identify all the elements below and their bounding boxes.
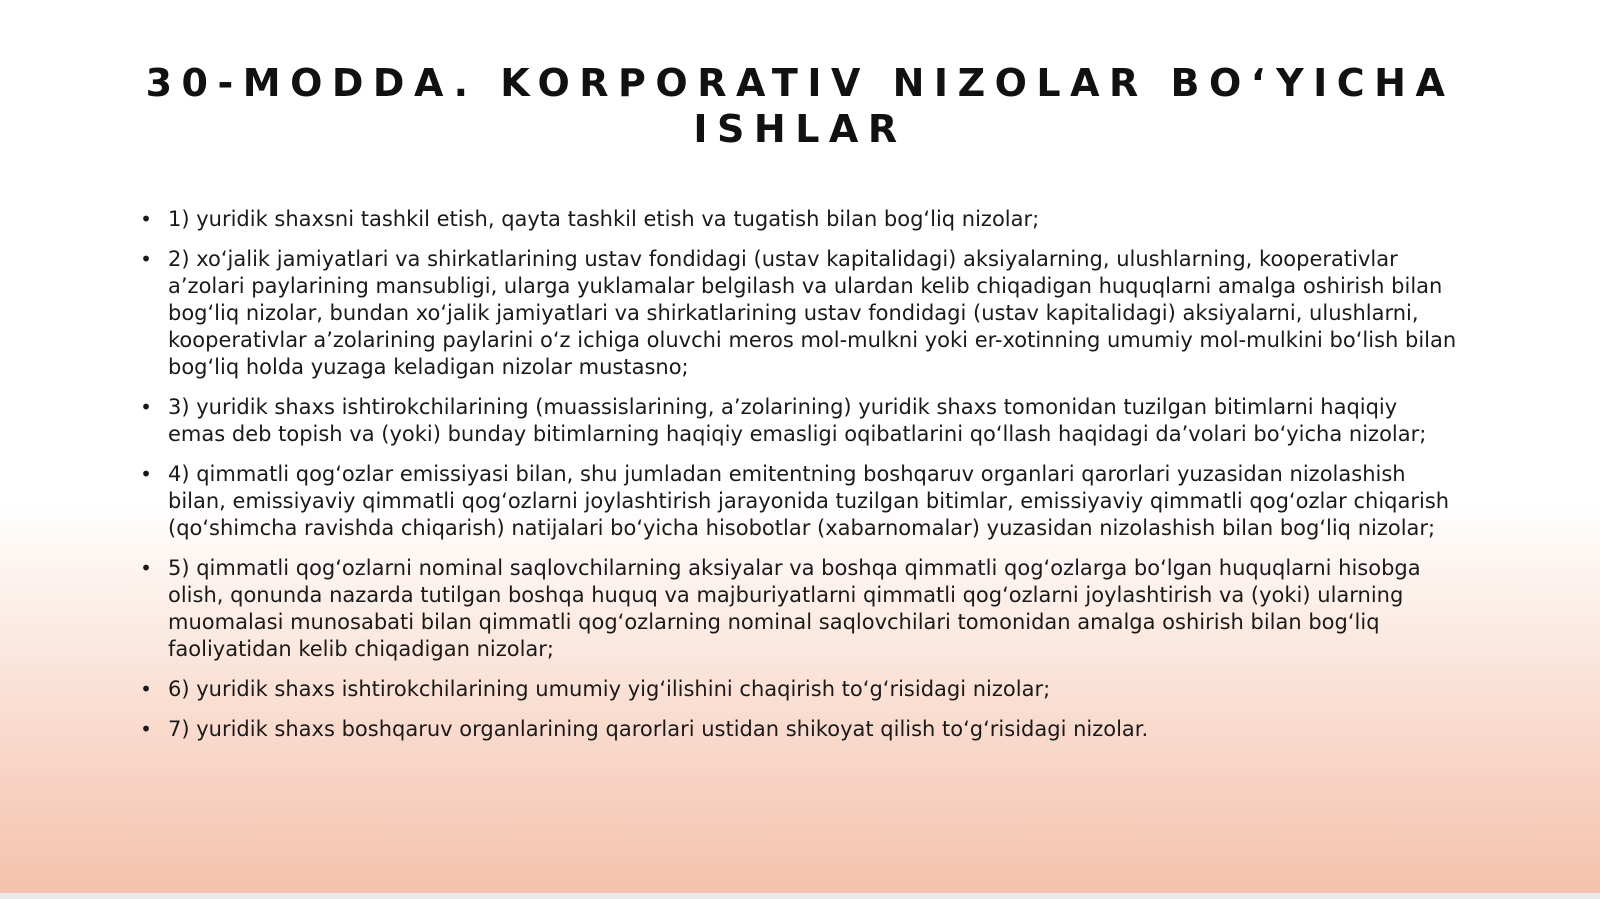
bullet-icon: • bbox=[140, 395, 152, 419]
list-item bbox=[140, 394, 1460, 448]
bullet-icon: • bbox=[140, 717, 152, 741]
list-item bbox=[140, 246, 1460, 381]
list-item-text: 6) yuridik shaxs ishtirokchilarining umumiy yig‘ilishini chaqirish to‘g‘risidagi nizolar; bbox=[168, 677, 1051, 701]
list-item bbox=[140, 461, 1460, 542]
list-item-text: 2) xo‘jalik jamiyatlari va shirkatlarining ustav fondidagi (ustav kapitalidagi) aksiyalarning, ulushlarning, kooperativlar a’zolari paylarining mansubligi, ularga yuklamalar belgilash va ulardan kelib chiqadigan huquqlarni amalga oshirish bilan bog‘liq nizolar, bundan xo‘jalik jamiyatlari va shirkatlarining ustav fondidagi (ustav kapitalidagi) aksiyalarni, ulushlarni, kooperativlar a’zolarining paylarini o‘z ichiga oluvchi meros mol-mulkni yoki er-xotinning umumiy mol-mulkini bo‘lish bilan bog‘liq holda yuzaga keladigan nizolar mustasno; bbox=[168, 247, 1457, 379]
list-item bbox=[140, 555, 1460, 663]
list-item-text: 4) qimmatli qog‘ozlar emissiyasi bilan, shu jumladan emitentning boshqaruv organlari qarorlari yuzasidan nizolashish bilan, emissiyaviy qimmatli qog‘ozlarni joylashtirish jarayonida tuzilgan bitimlar, emissiyaviy qimmatli qog‘ozlar chiqarish (qo‘shimcha ravishda chiqarish) natijalari bo‘yicha hisobotlar (xabarnomalar) yuzasidan nizolashish bilan bog‘liq nizolar; bbox=[168, 462, 1450, 540]
list-item bbox=[140, 676, 1460, 703]
list-item-text: 1) yuridik shaxsni tashkil etish, qayta tashkil etish va tugatish bilan bog‘liq nizolar; bbox=[168, 207, 1040, 231]
bullet-icon: • bbox=[140, 247, 152, 271]
content-list bbox=[140, 206, 1460, 756]
bullet-icon: • bbox=[140, 207, 152, 231]
list-item-text: 7) yuridik shaxs boshqaruv organlarining qarorlari ustidan shikoyat qilish to‘g‘risidagi nizolar. bbox=[168, 717, 1149, 741]
footer-band bbox=[0, 893, 1600, 899]
list-item-text: 5) qimmatli qog‘ozlarni nominal saqlovchilarning aksiyalar va boshqa qimmatli qog‘ozlarga bo‘lgan huquqlarni hisobga olish, qonunda nazarda tutilgan boshqa huquq va majburiyatlarni qimmatli qog‘ozlarni joylashtirish va (yoki) ularning muomalasi munosabati bilan qimmatli qog‘ozlarning nominal saqlovchilari tomonidan amalga oshirish bilan bog‘liq faoliyatidan kelib chiqadigan nizolar; bbox=[168, 556, 1421, 661]
slide-title: 30-MODDA. KORPORATIV NIZOLAR BO‘YICHA ISHLAR bbox=[145, 61, 1455, 151]
bullet-icon: • bbox=[140, 677, 152, 701]
list-item bbox=[140, 206, 1460, 233]
list-item-text: 3) yuridik shaxs ishtirokchilarining (muassislarining, a’zolarining) yuridik shaxs tomonidan tuzilgan bitimlarni haqiqiy emas deb topish va (yoki) bunday bitimlarning haqiqiy emasligi oqibatlarini qo‘llash haqidagi da’volari bo‘yicha nizolar; bbox=[168, 395, 1427, 446]
bullet-icon: • bbox=[140, 556, 152, 580]
list-item bbox=[140, 716, 1460, 743]
bullet-icon: • bbox=[140, 462, 152, 486]
